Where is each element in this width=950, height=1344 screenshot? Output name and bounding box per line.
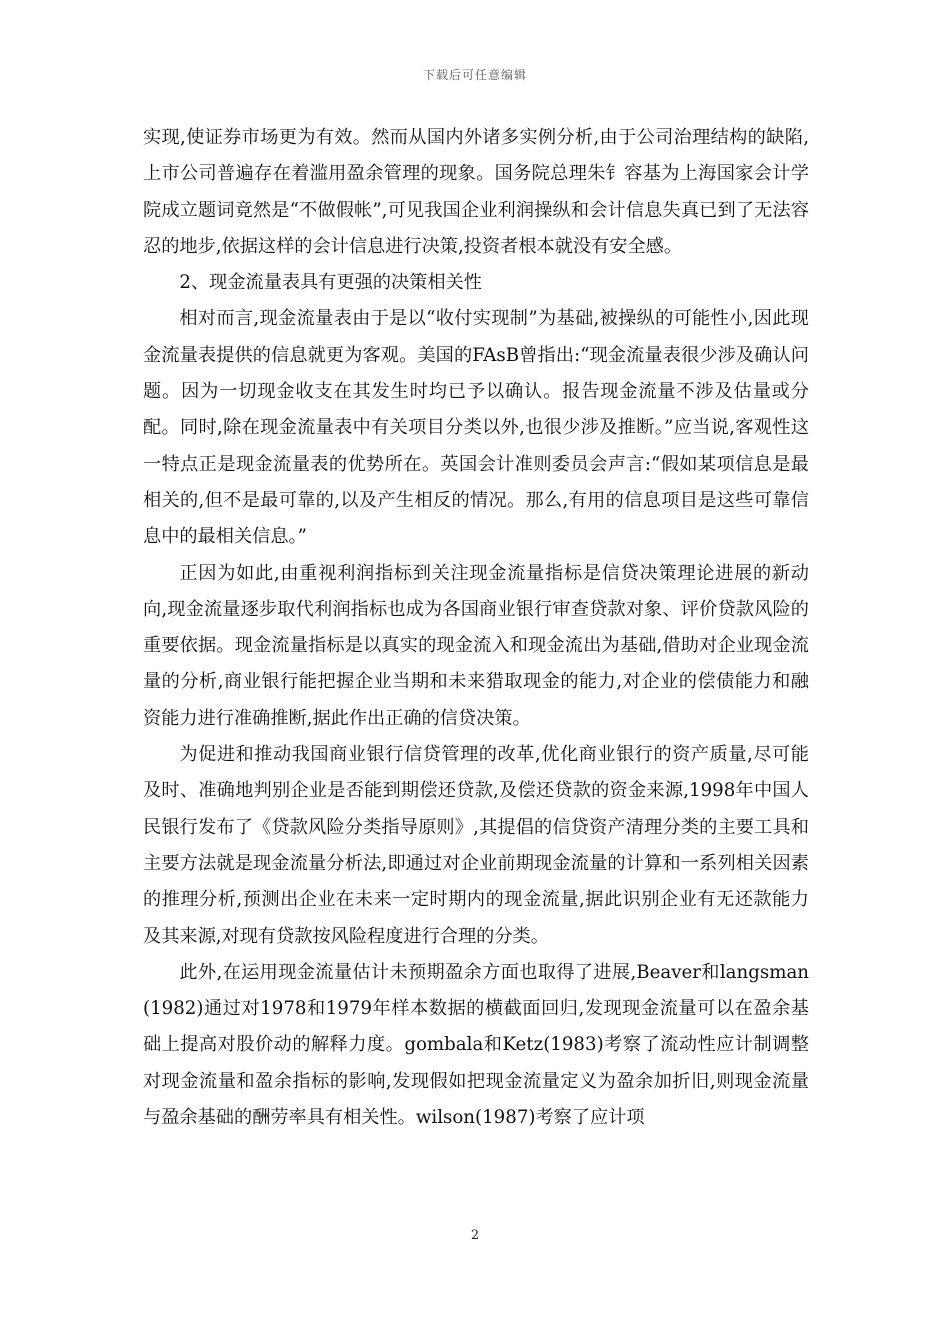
page-number: 2 [470, 1228, 480, 1243]
paragraph-loan-risk-classification: 为促进和推动我国商业银行信贷管理的改革,优化商业银行的资产质量,尽可能及时、准确地判别企业是否能到期偿还贷款,及偿还贷款的资金来源,1998年中国人民银行发布了《贷款风险分类指导原则》,其提倡的信贷资产清理分类的主要工具和主要方法就是现金流量分析法,即通过对企业前期现金流量的计算和一系列相关因素的推理分析,预测出企业在未来一定时期内的现金流量,据此识别企业有无还款能力及其来源,对现有贷款按风险程度进行合理的分类。 [143, 744, 809, 947]
paragraph-accounting-manipulation: 实现,使证券市场更为有效。然而从国内外诸多实例分析,由于公司治理结构的缺陷,上市公司普遍存在着滥用盈余管理的现象。国务院总理朱钅容基为上海国家会计学院成立题词竟然是“不做假帐”,可见我国企业利润操纵和会计信息失真已到了无法容忍的地步,依据这样的会计信息进行决策,投资者根本就没有安全感。 [143, 127, 809, 257]
document-body [143, 120, 809, 1136]
page-header: 下载后可任意编辑 [422, 68, 527, 82]
paragraph-cash-flow-objectivity: 相对而言,现金流量表由于是以“收付实现制”为基础,被操纵的可能性小,因此现金流量表提供的信息就更为客观。美国的FAsB曾指出:“现金流量表很少涉及确认问题。因为一切现金收支在其发生时均已予以确认。报告现金流量不涉及估量或分配。同时,除在现金流量表中有关项目分类以外,也很少涉及推断。”应当说,客观性这一特点正是现金流量表的优势所在。英国会计准则委员会声言:“假如某项信息是最相关的,但不是最可靠的,以及产生相反的情况。那么,有用的信息项目是这些可靠信息中的最相关信息。” [143, 308, 809, 548]
paragraph-credit-decision-trend: 正因为如此,由重视利润指标到关注现金流量指标是信贷决策理论进展的新动向,现金流量逐步取代利润指标也成为各国商业银行审查贷款对象、评价贷款风险的重要依据。现金流量指标是以真实的现金流入和现金流出为基础,借助对企业现金流量的分析,商业银行能把握企业当期和未来猎取现金的能力,对企业的偿债能力和融资能力进行准确推断,据此作出正确的信贷决策。 [143, 562, 809, 729]
section-heading-cash-flow-relevance: 2、现金流量表具有更强的决策相关性 [179, 272, 482, 294]
paragraph-empirical-research: 此外,在运用现金流量估计未预期盈余方面也取得了进展,Beaver和langsman(1982)通过对1978和1979年样本数据的横截面回归,发现现金流量可以在盈余基础上提高对股价动的解释力度。gombala和Ketz(1983)考察了流动性应计制调整对现金流量和盈余指标的影响,发现假如把现金流量定义为盈余加折旧,则现金流量与盈余基础的酬劳率具有相关性。wilson(1987)考察了应计项 [143, 961, 809, 1129]
